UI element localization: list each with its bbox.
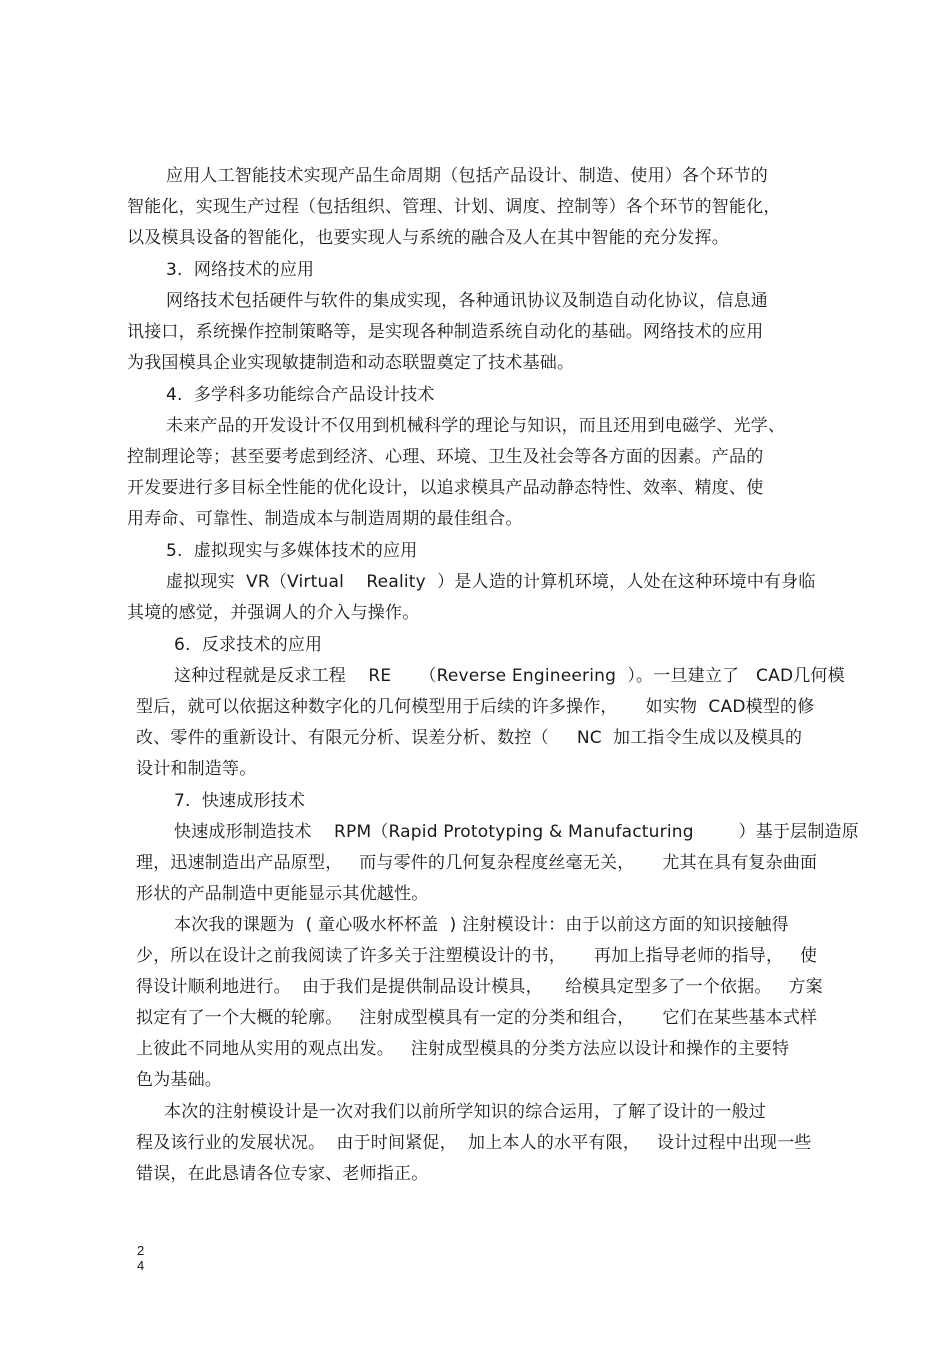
paragraph-line: 快速成形制造技术 RPM（Rapid Prototyping & Manufacturing ）基于层制造原 xyxy=(174,822,859,842)
paragraph-line: 改、零件的重新设计、有限元分析、误差分析、数控（ NC 加工指令生成以及模具的 xyxy=(136,728,803,748)
section-heading: 7. 快速成形技术 xyxy=(174,791,306,811)
paragraph-line: 讯接口，系统操作控制策略等，是实现各种制造系统自动化的基础。网络技术的应用 xyxy=(127,322,764,342)
paragraph-line: 用寿命、可靠性、制造成本与制造周期的最佳组合。 xyxy=(127,509,523,529)
section-heading: 5. 虚拟现实与多媒体技术的应用 xyxy=(166,541,418,561)
paragraph-line: 智能化，实现生产过程（包括组织、管理、计划、调度、控制等）各个环节的智能化， xyxy=(127,197,781,217)
section-heading: 3. 网络技术的应用 xyxy=(166,260,315,280)
paragraph-line: 设计和制造等。 xyxy=(136,759,257,779)
paragraph-line: 为我国模具企业实现敏捷制造和动态联盟奠定了技术基础。 xyxy=(127,353,575,373)
paragraph-line: 未来产品的开发设计不仅用到机械科学的理论与知识，而且还用到电磁学、光学、 xyxy=(166,416,786,436)
paragraph-line: 虚拟现实 VR（Virtual Reality ）是人造的计算机环境，人处在这种环境中有身临 xyxy=(166,572,816,592)
paragraph-line: 上彼此不同地从实用的观点出发。 注射成型模具的分类方法应以设计和操作的主要特 xyxy=(136,1039,790,1059)
page-number-digit: 2 xyxy=(137,1243,145,1258)
paragraph-line: 错误，在此恳请各位专家、老师指正。 xyxy=(136,1164,429,1184)
paragraph-line: 本次的注射模设计是一次对我们以前所学知识的综合运用，了解了设计的一般过 xyxy=(164,1102,766,1122)
paragraph-line: 开发要进行多目标全性能的优化设计，以追求模具产品动静态特性、效率、精度、使 xyxy=(127,478,764,498)
paragraph-line: 色为基础。 xyxy=(136,1070,222,1090)
paragraph-line: 本次我的课题为 ( 童心吸水杯杯盖 ) 注射模设计：由于以前这方面的知识接触得 xyxy=(174,915,789,935)
paragraph-line: 这种过程就是反求工程 RE （Reverse Engineering ）。一旦建立了 CAD几何模 xyxy=(174,666,845,686)
paragraph-line: 拟定有了一个大概的轮廓。 注射成型模具有一定的分类和组合， 它们在某些基本式样 xyxy=(136,1008,818,1028)
page-number-digit: 4 xyxy=(137,1258,145,1273)
paragraph-line: 理，迅速制造出产品原型， 而与零件的几何复杂程度丝毫无关， 尤其在具有复杂曲面 xyxy=(136,853,818,873)
section-heading: 4. 多学科多功能综合产品设计技术 xyxy=(166,385,435,405)
paragraph-line: 控制理论等；甚至要考虑到经济、心理、环境、卫生及社会等各方面的因素。产品的 xyxy=(127,447,764,467)
paragraph-line: 程及该行业的发展状况。 由于时间紧促， 加上本人的水平有限， 设计过程中出现一些 xyxy=(136,1133,812,1153)
paragraph-line: 得设计顺利地进行。 由于我们是提供制品设计模具， 给模具定型多了一个依据。 方案 xyxy=(136,977,823,997)
paragraph-line: 以及模具设备的智能化，也要实现人与系统的融合及人在其中智能的充分发挥。 xyxy=(127,228,729,248)
paragraph-line: 应用人工智能技术实现产品生命周期（包括产品设计、制造、使用）各个环节的 xyxy=(166,166,768,186)
paragraph-line: 网络技术包括硬件与软件的集成实现，各种通讯协议及制造自动化协议，信息通 xyxy=(166,291,768,311)
paragraph-line: 形状的产品制造中更能显示其优越性。 xyxy=(136,884,429,904)
paragraph-line: 型后，就可以依据这种数字化的几何模型用于后续的许多操作， 如实物 CAD模型的修 xyxy=(136,697,815,717)
section-heading: 6. 反求技术的应用 xyxy=(174,635,323,655)
paragraph-line: 少，所以在设计之前我阅读了许多关于注塑模设计的书， 再加上指导老师的指导， 使 xyxy=(136,946,818,966)
paragraph-line: 其境的感觉，并强调人的介入与操作。 xyxy=(127,603,420,623)
